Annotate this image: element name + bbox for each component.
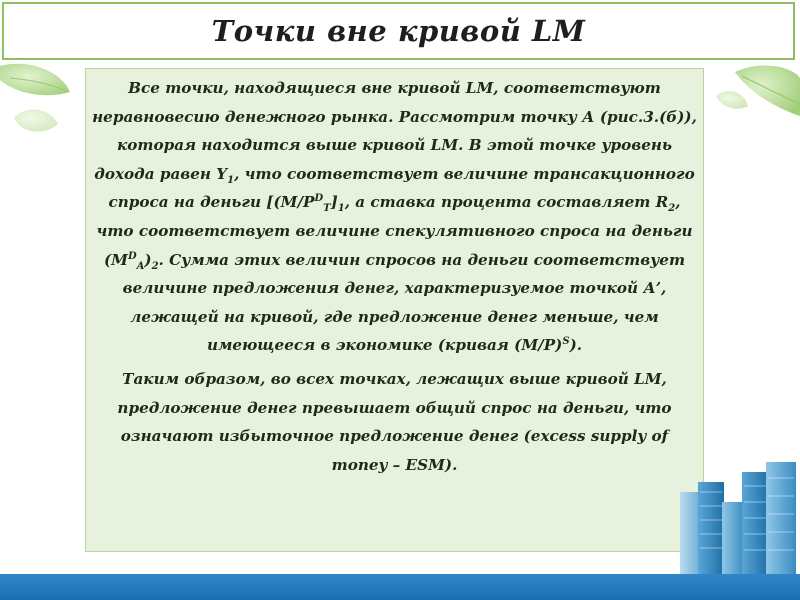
superscript-d-2: D [127,250,137,262]
subscript-1: 1 [227,174,235,186]
subscript-a: A [136,260,145,272]
para1-text-7: . Сумма этих величин спросов на деньги соответствует величине предложения денег, характеризуемое точкой А’, лежащей на кривой, где предложение денег меньше, чем имеющееся в экономике (кривая (M/P) [122,250,686,355]
para1-text-3: ] [330,193,338,212]
subscript-t: T [323,203,331,215]
para1-text-5: , что соответствует величине спекулятивного спроса на деньги (M [96,193,693,269]
building-2 [698,482,724,576]
leaf-left [0,64,70,132]
building-5 [766,462,796,576]
content-box [85,68,704,552]
slide-title: Точки вне кривой LM [211,14,586,48]
building-4 [742,472,768,576]
paragraph-1 [92,74,697,360]
para1-text-1: Все точки, находящиеся вне кривой LM, соответствуют неравновесию денежного рынка. Рассмотрим точку А (рис.3.(б)), которая находится выше кривой LM. В этой точке уровень дохода равен Y [92,79,697,183]
buildings-illustration [676,458,800,576]
para1-text-6: ) [144,250,152,269]
para1-text-2: , что соответствует величине трансакционного спроса на деньги [(M/P [108,164,695,212]
leaf-right [716,65,800,116]
title-bar [2,2,795,60]
subscript-one: 1 [337,203,345,215]
subscript-two: 2 [668,203,676,215]
subscript-two-2: 2 [151,260,159,272]
paragraph-2: Таким образом, во всех точках, лежащих выше кривой LM, предложение денег превышает общий спрос на деньги, что означают избыточное предложение денег (excess supply of money – ESM). [117,369,672,474]
superscript-s: S [562,336,570,348]
para1-text-4: , а ставка процента составляет R [344,193,669,212]
superscript-d: D [314,193,324,205]
para1-text-8: ). [569,336,583,355]
bottom-bar [0,574,800,600]
building-3 [722,502,744,576]
